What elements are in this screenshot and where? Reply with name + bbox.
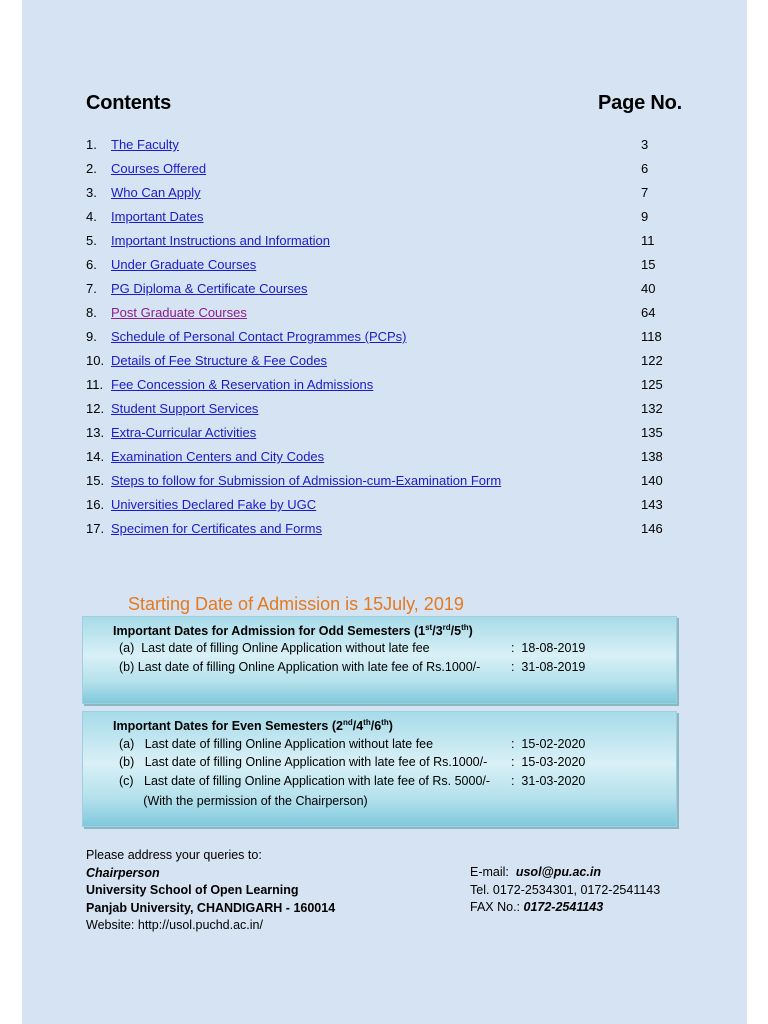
toc-page: 143 — [641, 497, 663, 512]
date-line-value: : 31-03-2020 — [511, 774, 586, 788]
contact-website[interactable]: Website: http://usol.puchd.ac.in/ — [86, 918, 263, 932]
toc-page: 125 — [641, 377, 663, 392]
toc-link[interactable]: The Faculty — [111, 137, 179, 152]
toc-row — [86, 232, 666, 256]
date-line-text: (b) Last date of filling Online Application with late fee of Rs.1000/- — [119, 660, 481, 674]
date-line-value: : 15-02-2020 — [511, 737, 586, 751]
toc-number: 16. — [86, 497, 105, 512]
contact-intro: Please address your queries to: — [86, 848, 262, 862]
toc-link[interactable]: PG Diploma & Certificate Courses — [111, 281, 308, 296]
toc-number: 11. — [86, 377, 104, 392]
toc-link[interactable]: Post Graduate Courses — [111, 305, 247, 320]
toc-page: 9 — [641, 209, 649, 224]
even-semester-title — [113, 718, 393, 733]
toc-link[interactable]: Important Dates — [111, 209, 204, 224]
date-line-value: : 18-08-2019 — [511, 641, 586, 655]
toc-link[interactable]: Schedule of Personal Contact Programmes (PCPs) — [111, 329, 407, 344]
toc-number: 3. — [86, 185, 97, 200]
toc-page: 135 — [641, 425, 663, 440]
toc-link[interactable]: Extra-Curricular Activities — [111, 425, 257, 440]
email-link[interactable]: usol@pu.ac.in — [515, 865, 601, 879]
title-sup: st — [425, 623, 433, 632]
date-line-text: (a) Last date of filling Online Application without late fee — [119, 737, 434, 751]
even-semester-dates-box — [82, 711, 677, 827]
toc-row — [86, 160, 666, 184]
contact-school: University School of Open Learning — [86, 883, 299, 897]
toc-row — [86, 424, 666, 448]
toc-number: 1. — [86, 137, 97, 152]
toc-page: 140 — [641, 473, 663, 488]
odd-semester-title — [113, 623, 473, 638]
toc-number: 6. — [86, 257, 97, 272]
toc-page: 122 — [641, 353, 663, 368]
title-sup: th — [381, 718, 389, 727]
fax-number: 0172-2541143 — [523, 900, 604, 914]
contact-role: Chairperson — [86, 865, 160, 880]
date-line-note: (With the permission of the Chairperson) — [119, 794, 368, 808]
toc-page: 11 — [641, 233, 655, 248]
toc-row — [86, 448, 666, 472]
toc-number: 14. — [86, 449, 105, 464]
toc-row — [86, 280, 666, 304]
toc-page: 7 — [641, 185, 649, 200]
title-text: Important Dates for Admission for Odd Semesters (1 — [113, 624, 426, 639]
toc-page: 138 — [641, 449, 663, 464]
toc-row — [86, 472, 666, 496]
toc-number: 9. — [86, 329, 97, 344]
toc-row — [86, 136, 666, 160]
date-line-text: (c) Last date of filling Online Application with late fee of Rs. 5000/- — [119, 774, 491, 788]
contact-tel: Tel. 0172-2534301, 0172-2541143 — [470, 882, 661, 897]
toc-row — [86, 184, 666, 208]
toc-number: 10. — [86, 353, 105, 368]
date-line-text: (a) Last date of filling Online Application without late fee — [119, 641, 430, 655]
title-sup: nd — [342, 718, 353, 727]
page-no-heading: Page No. — [598, 92, 682, 114]
toc-row — [86, 520, 666, 544]
toc-page: 64 — [641, 305, 656, 320]
contact-address: Panjab University, CHANDIGARH - 160014 — [86, 900, 336, 915]
toc-link[interactable]: Details of Fee Structure & Fee Codes — [111, 353, 328, 368]
toc-row — [86, 352, 666, 376]
contact-fax-line — [470, 899, 660, 917]
toc-link[interactable]: Who Can Apply — [111, 185, 201, 200]
toc-link[interactable]: Examination Centers and City Codes — [111, 449, 325, 464]
date-line-value: : 15-03-2020 — [511, 755, 586, 769]
toc-number: 12. — [86, 401, 105, 416]
admission-start-date: Starting Date of Admission is 15July, 2019 — [128, 594, 464, 614]
toc-page: 146 — [641, 521, 663, 536]
toc-link[interactable]: Universities Declared Fake by UGC — [111, 497, 317, 512]
title-text: /4 — [352, 719, 364, 734]
toc-number: 8. — [86, 305, 97, 320]
contact-details — [470, 864, 660, 917]
email-label: E-mail: — [470, 865, 516, 879]
title-text: /3 — [432, 624, 443, 639]
contents-heading: Contents — [86, 92, 172, 114]
toc-row — [86, 256, 666, 280]
toc-row — [86, 208, 666, 232]
toc-link[interactable]: Student Support Services — [111, 401, 259, 416]
toc-page: 118 — [641, 329, 662, 344]
document-page — [22, 0, 747, 1024]
toc-link[interactable]: Fee Concession & Reservation in Admissions — [111, 377, 374, 392]
date-line-text: (b) Last date of filling Online Application with late fee of Rs.1000/- — [119, 755, 488, 769]
toc-page: 3 — [641, 137, 649, 152]
title-sup: th — [363, 718, 371, 727]
toc-link[interactable]: Specimen for Certificates and Forms — [111, 521, 322, 536]
toc-link[interactable]: Courses Offered — [111, 161, 207, 176]
fax-label: FAX No.: — [470, 900, 524, 914]
title-text: Important Dates for Even Semesters (2 — [113, 719, 343, 734]
date-line-value: : 31-08-2019 — [511, 660, 586, 674]
toc-link[interactable]: Steps to follow for Submission of Admission-cum-Examination Form — [111, 473, 502, 488]
toc-page: 132 — [641, 401, 663, 416]
toc-number: 5. — [86, 233, 97, 248]
title-sup: rd — [442, 623, 451, 632]
contact-block — [86, 847, 335, 935]
title-sup: th — [461, 623, 469, 632]
contact-email-line — [470, 864, 660, 882]
toc-page: 40 — [641, 281, 656, 296]
title-text: /6 — [370, 719, 382, 734]
toc-row — [86, 328, 666, 352]
toc-row — [86, 304, 666, 328]
title-text: /5 — [450, 624, 462, 639]
toc-number: 17. — [86, 521, 105, 536]
toc-number: 4. — [86, 209, 97, 224]
odd-semester-dates-box — [82, 616, 677, 704]
toc-row — [86, 376, 666, 400]
toc-page: 15 — [641, 257, 656, 272]
toc-page: 6 — [641, 161, 649, 176]
toc-number: 15. — [86, 473, 105, 488]
toc-number: 2. — [86, 161, 97, 176]
toc-link[interactable]: Important Instructions and Information — [111, 233, 330, 248]
title-text: ) — [468, 624, 473, 639]
toc-row — [86, 400, 666, 424]
table-of-contents — [86, 136, 666, 544]
toc-link[interactable]: Under Graduate Courses — [111, 257, 257, 272]
title-text: ) — [388, 719, 393, 734]
toc-number: 13. — [86, 425, 105, 440]
toc-row — [86, 496, 666, 520]
toc-number: 7. — [86, 281, 97, 296]
